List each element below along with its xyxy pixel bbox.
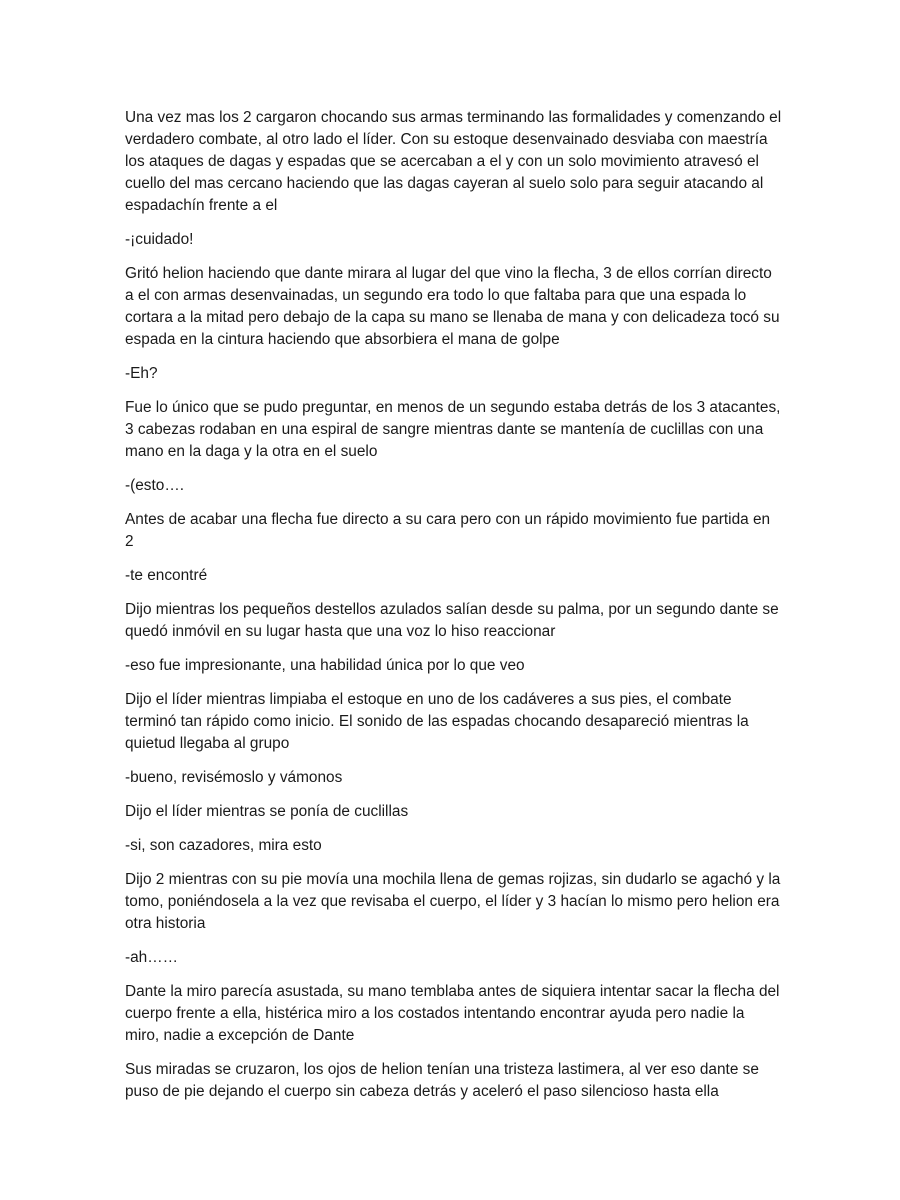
paragraph-2: -¡cuidado! xyxy=(125,231,194,248)
paragraph-10: -eso fue impresionante, una habilidad única por lo que veo xyxy=(125,657,525,674)
paragraph-15: Dijo 2 mientras con su pie movía una mochila llena de gemas rojizas, sin dudarlo se agachó y la tomo, poniéndosela a la vez que revisaba el cuerpo, el líder y 3 hacían lo mismo pero helion era otra historia xyxy=(125,871,781,932)
paragraph-6: -(esto…. xyxy=(125,477,185,494)
paragraph-8: -te encontré xyxy=(125,567,208,584)
paragraph-13: Dijo el líder mientras se ponía de cuclillas xyxy=(125,803,409,820)
paragraph-18: Sus miradas se cruzaron, los ojos de helion tenían una tristeza lastimera, al ver eso dante se puso de pie dejando el cuerpo sin cabeza detrás y aceleró el paso silencioso hasta ella xyxy=(125,1061,759,1100)
paragraph-14: -si, son cazadores, mira esto xyxy=(125,837,322,854)
paragraph-17: Dante la miro parecía asustada, su mano temblaba antes de siquiera intentar sacar la flecha del cuerpo frente a ella, histérica miro a los costados intentando encontrar ayuda pero nadie la miro, nadie a excepción de Dante xyxy=(125,983,780,1044)
paragraph-7: Antes de acabar una flecha fue directo a su cara pero con un rápido movimiento fue partida en 2 xyxy=(125,511,771,550)
paragraph-4: -Eh? xyxy=(125,365,158,382)
paragraph-1: Una vez mas los 2 cargaron chocando sus armas terminando las formalidades y comenzando el verdadero combate, al otro lado el líder. Con su estoque desenvainado desviaba con maestría los ataques de dagas y espadas que se acercaban a el y con un solo movimiento atravesó el cuello del mas cercano haciendo que las dagas cayeran al suelo solo para seguir atacando al espadachín frente a el xyxy=(125,109,782,214)
paragraph-11: Dijo el líder mientras limpiaba el estoque en uno de los cadáveres a sus pies, el combate terminó tan rápido como inicio. El sonido de las espadas chocando desapareció mientras la quietud llegaba al grupo xyxy=(125,691,749,752)
paragraph-12: -bueno, revisémoslo y vámonos xyxy=(125,769,343,786)
paragraph-16: -ah…… xyxy=(125,949,179,966)
paragraph-5: Fue lo único que se pudo preguntar, en menos de un segundo estaba detrás de los 3 atacantes, 3 cabezas rodaban en una espiral de sangre mientras dante se mantenía de cuclillas con una mano en la daga y la otra en el suelo xyxy=(125,399,781,460)
paragraph-9: Dijo mientras los pequeños destellos azulados salían desde su palma, por un segundo dante se quedó inmóvil en su lugar hasta que una voz lo hiso reaccionar xyxy=(125,601,779,640)
paragraph-3: Gritó helion haciendo que dante mirara al lugar del que vino la flecha, 3 de ellos corrían directo a el con armas desenvainadas, un segundo era todo lo que faltaba para que una espada lo cortara a la mitad pero debajo de la capa su mano se llenaba de mana y con delicadeza tocó su espada en la cintura haciendo que absorbiera el mana de golpe xyxy=(125,265,780,348)
